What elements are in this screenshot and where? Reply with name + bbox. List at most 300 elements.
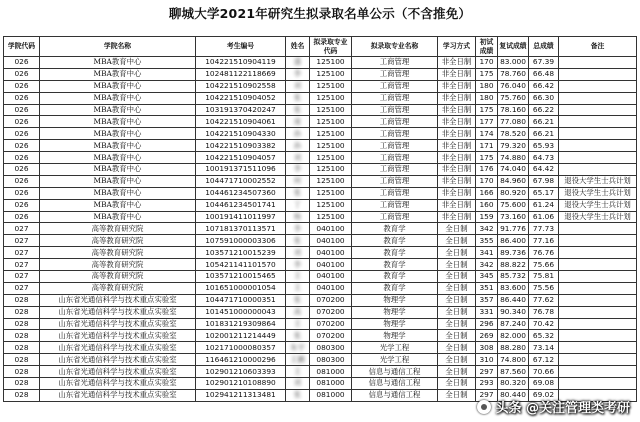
cell-total-score: 70.66 [529, 366, 559, 378]
cell-initial-score: 345 [476, 271, 498, 283]
cell-total-score: 75.56 [529, 282, 559, 294]
cell-retest-score: 73.160 [498, 211, 529, 223]
cell-total-score: 64.73 [529, 152, 559, 164]
cell-major-code: 125100 [310, 68, 352, 80]
admission-table [3, 36, 637, 402]
table-row [4, 294, 637, 306]
header-major-code: 拟录取专业代码 [310, 37, 352, 57]
table-row [4, 259, 637, 271]
cell-total-score: 65.17 [529, 187, 559, 199]
cell-note [559, 223, 637, 235]
cell-study-mode: 非全日制 [438, 57, 476, 69]
table-row [4, 164, 637, 176]
cell-note [559, 354, 637, 366]
table-row [4, 104, 637, 116]
cell-total-score: 65.93 [529, 140, 559, 152]
cell-college-name: 高等教育研究院 [40, 247, 196, 259]
cell-name: 盛 [286, 57, 310, 69]
cell-study-mode: 非全日制 [438, 211, 476, 223]
cell-major-code: 070200 [310, 306, 352, 318]
cell-study-mode: 全日制 [438, 318, 476, 330]
cell-name: 李 [286, 68, 310, 80]
cell-note [559, 330, 637, 342]
cell-college-code: 028 [4, 366, 40, 378]
cell-initial-score: 297 [476, 389, 498, 401]
cell-study-mode: 全日制 [438, 389, 476, 401]
cell-major-name: 光学工程 [352, 342, 438, 354]
cell-study-mode: 非全日制 [438, 175, 476, 187]
cell-total-score: 77.73 [529, 223, 559, 235]
cell-major-code: 080300 [310, 354, 352, 366]
cell-note [559, 259, 637, 271]
cell-exam-id: 101451000000043 [196, 306, 286, 318]
cell-college-code: 028 [4, 318, 40, 330]
cell-initial-score: 269 [476, 330, 498, 342]
cell-study-mode: 全日制 [438, 294, 476, 306]
header-name: 姓名 [286, 37, 310, 57]
cell-note [559, 68, 637, 80]
cell-college-code: 028 [4, 294, 40, 306]
cell-retest-score: 76.040 [498, 80, 529, 92]
cell-total-score: 64.42 [529, 164, 559, 176]
cell-study-mode: 非全日制 [438, 80, 476, 92]
table-row [4, 211, 637, 223]
cell-initial-score: 175 [476, 104, 498, 116]
cell-note [559, 92, 637, 104]
cell-major-name: 教育学 [352, 223, 438, 235]
cell-college-code: 028 [4, 354, 40, 366]
cell-retest-score: 78.160 [498, 104, 529, 116]
watermark [477, 397, 630, 416]
cell-college-code: 026 [4, 128, 40, 140]
cell-major-code: 081000 [310, 366, 352, 378]
cell-major-code: 125100 [310, 164, 352, 176]
cell-total-score: 77.16 [529, 235, 559, 247]
header-college-name: 学院名称 [40, 37, 196, 57]
cell-total-score: 66.48 [529, 68, 559, 80]
cell-college-name: 山东省光通信科学与技术重点实验室 [40, 342, 196, 354]
cell-total-score: 69.02 [529, 389, 559, 401]
cell-major-name: 工商管理 [352, 128, 438, 140]
cell-total-score: 76.78 [529, 306, 559, 318]
cell-retest-score: 80.920 [498, 187, 529, 199]
cell-college-code: 028 [4, 342, 40, 354]
cell-initial-score: 342 [476, 223, 498, 235]
cell-name: 王 [286, 282, 310, 294]
cell-initial-score: 341 [476, 247, 498, 259]
cell-major-code: 040100 [310, 282, 352, 294]
cell-exam-id: 103571210015239 [196, 247, 286, 259]
cell-note [559, 378, 637, 390]
header-college-code: 学院代码 [4, 37, 40, 57]
cell-initial-score: 170 [476, 175, 498, 187]
cell-college-name: MBA教育中心 [40, 92, 196, 104]
cell-note [559, 271, 637, 283]
cell-total-score: 66.42 [529, 80, 559, 92]
cell-exam-id: 102901210108890 [196, 378, 286, 390]
cell-college-name: MBA教育中心 [40, 199, 196, 211]
cell-college-name: MBA教育中心 [40, 175, 196, 187]
table-row [4, 330, 637, 342]
cell-major-code: 070200 [310, 318, 352, 330]
cell-retest-score: 74.800 [498, 354, 529, 366]
cell-exam-id: 103191370420247 [196, 104, 286, 116]
cell-exam-id: 107181370113571 [196, 223, 286, 235]
cell-study-mode: 非全日制 [438, 140, 476, 152]
cell-initial-score: 174 [476, 128, 498, 140]
cell-major-code: 040100 [310, 235, 352, 247]
cell-major-code: 070200 [310, 294, 352, 306]
cell-exam-id: 104221510904052 [196, 92, 286, 104]
cell-total-score: 67.12 [529, 354, 559, 366]
cell-major-code: 040100 [310, 223, 352, 235]
cell-total-score: 75.81 [529, 271, 559, 283]
cell-major-name: 工商管理 [352, 187, 438, 199]
table-row [4, 140, 637, 152]
cell-exam-id: 107591000003306 [196, 235, 286, 247]
cell-college-code: 028 [4, 330, 40, 342]
cell-name: 高 [286, 306, 310, 318]
page-title: 聊城大学2021年研究生拟录取名单公示（不含推免） [168, 6, 472, 21]
table-row [4, 175, 637, 187]
table-row [4, 57, 637, 69]
cell-retest-score: 75.600 [498, 199, 529, 211]
cell-initial-score: 175 [476, 152, 498, 164]
cell-note [559, 306, 637, 318]
cell-exam-id: 105421141101570 [196, 259, 286, 271]
cell-major-code: 040100 [310, 259, 352, 271]
cell-exam-id: 104221510904119 [196, 57, 286, 69]
cell-retest-score: 79.320 [498, 140, 529, 152]
table-row [4, 68, 637, 80]
cell-retest-score: 84.960 [498, 175, 529, 187]
table-row [4, 342, 637, 354]
cell-major-code: 040100 [310, 271, 352, 283]
cell-exam-id: 116461210000296 [196, 354, 286, 366]
cell-exam-id: 104461234501741 [196, 199, 286, 211]
cell-name: 张 [286, 294, 310, 306]
cell-total-score: 73.14 [529, 342, 559, 354]
header-initial-score: 初试成绩 [476, 37, 498, 57]
table-row [4, 80, 637, 92]
cell-name: 王 [286, 271, 310, 283]
cell-exam-id: 102941211313481 [196, 389, 286, 401]
table-row [4, 306, 637, 318]
cell-exam-id: 101651000001054 [196, 282, 286, 294]
cell-college-code: 027 [4, 282, 40, 294]
header-major-name: 拟录取专业名称 [352, 37, 438, 57]
cell-college-code: 027 [4, 247, 40, 259]
cell-total-score: 61.06 [529, 211, 559, 223]
cell-major-name: 信息与通信工程 [352, 389, 438, 401]
cell-study-mode: 非全日制 [438, 187, 476, 199]
cell-note [559, 247, 637, 259]
cell-major-code: 125100 [310, 104, 352, 116]
cell-note: 退役大学生士兵计划 [559, 175, 637, 187]
cell-note: 退役大学生士兵计划 [559, 199, 637, 211]
table-row [4, 235, 637, 247]
cell-college-code: 028 [4, 378, 40, 390]
cell-initial-score: 310 [476, 354, 498, 366]
cell-study-mode: 全日制 [438, 259, 476, 271]
cell-college-name: MBA教育中心 [40, 152, 196, 164]
cell-retest-score: 78.760 [498, 68, 529, 80]
cell-name: 王鹏 [286, 354, 310, 366]
cell-study-mode: 非全日制 [438, 152, 476, 164]
cell-major-name: 物理学 [352, 294, 438, 306]
cell-total-score: 69.08 [529, 378, 559, 390]
cell-retest-score: 91.776 [498, 223, 529, 235]
cell-major-name: 工商管理 [352, 199, 438, 211]
cell-initial-score: 308 [476, 342, 498, 354]
cell-name: 李 [286, 259, 310, 271]
cell-name: 王 [286, 366, 310, 378]
cell-exam-id: 104221510904057 [196, 152, 286, 164]
table-row [4, 271, 637, 283]
cell-major-code: 040100 [310, 247, 352, 259]
cell-exam-id: 104471710000351 [196, 294, 286, 306]
table-header-row [4, 37, 637, 57]
cell-name: 李 [286, 164, 310, 176]
cell-major-code: 125100 [310, 187, 352, 199]
cell-total-score: 76.76 [529, 247, 559, 259]
cell-note [559, 57, 637, 69]
cell-total-score: 67.39 [529, 57, 559, 69]
cell-major-name: 信息与通信工程 [352, 366, 438, 378]
header-note: 备注 [559, 37, 637, 57]
header-exam-id: 考生编号 [196, 37, 286, 57]
cell-major-name: 工商管理 [352, 80, 438, 92]
cell-retest-score: 80.320 [498, 378, 529, 390]
cell-college-code: 026 [4, 187, 40, 199]
cell-exam-id: 104471710002552 [196, 175, 286, 187]
cell-initial-score: 177 [476, 116, 498, 128]
table-row [4, 318, 637, 330]
cell-major-name: 教育学 [352, 271, 438, 283]
cell-total-score: 66.22 [529, 104, 559, 116]
cell-major-name: 工商管理 [352, 104, 438, 116]
cell-name: 李 [286, 223, 310, 235]
cell-total-score: 65.32 [529, 330, 559, 342]
cell-note: 退役大学生士兵计划 [559, 187, 637, 199]
cell-college-code: 026 [4, 80, 40, 92]
cell-retest-score: 87.560 [498, 366, 529, 378]
cell-initial-score: 357 [476, 294, 498, 306]
cell-college-code: 026 [4, 140, 40, 152]
cell-college-code: 026 [4, 175, 40, 187]
cell-major-code: 125100 [310, 199, 352, 211]
cell-total-score: 77.62 [529, 294, 559, 306]
cell-college-code: 027 [4, 271, 40, 283]
cell-total-score: 67.98 [529, 175, 559, 187]
cell-exam-id: 104461234507360 [196, 187, 286, 199]
cell-major-code: 070200 [310, 330, 352, 342]
cell-exam-id: 102901210603393 [196, 366, 286, 378]
cell-college-code: 026 [4, 211, 40, 223]
cell-exam-id: 100191411011997 [196, 211, 286, 223]
cell-retest-score: 83.000 [498, 57, 529, 69]
cell-college-name: MBA教育中心 [40, 116, 196, 128]
cell-retest-score: 83.600 [498, 282, 529, 294]
cell-major-code: 125100 [310, 92, 352, 104]
cell-total-score: 70.42 [529, 318, 559, 330]
cell-name: 何 [286, 175, 310, 187]
cell-major-name: 工商管理 [352, 164, 438, 176]
table-row [4, 223, 637, 235]
cell-college-name: 山东省光通信科学与技术重点实验室 [40, 318, 196, 330]
cell-initial-score: 296 [476, 318, 498, 330]
cell-exam-id: 102481122118669 [196, 68, 286, 80]
cell-exam-id: 101831219309864 [196, 318, 286, 330]
cell-name: 朱宇 [286, 342, 310, 354]
cell-major-name: 教育学 [352, 259, 438, 271]
cell-initial-score: 180 [476, 92, 498, 104]
cell-initial-score: 176 [476, 164, 498, 176]
cell-college-name: 山东省光通信科学与技术重点实验室 [40, 330, 196, 342]
cell-total-score: 66.21 [529, 116, 559, 128]
cell-retest-score: 80.440 [498, 389, 529, 401]
cell-note [559, 164, 637, 176]
cell-initial-score: 160 [476, 199, 498, 211]
cell-name: 丁 [286, 199, 310, 211]
cell-major-name: 工商管理 [352, 140, 438, 152]
cell-name: 张 [286, 187, 310, 199]
cell-college-code: 026 [4, 92, 40, 104]
cell-total-score: 75.66 [529, 259, 559, 271]
table-row [4, 152, 637, 164]
cell-college-name: 山东省光通信科学与技术重点实验室 [40, 389, 196, 401]
cell-college-code: 026 [4, 152, 40, 164]
cell-college-code: 027 [4, 235, 40, 247]
cell-college-code: 028 [4, 306, 40, 318]
cell-name: 王 [286, 318, 310, 330]
cell-college-name: MBA教育中心 [40, 128, 196, 140]
cell-note [559, 282, 637, 294]
cell-retest-score: 88.280 [498, 342, 529, 354]
cell-college-code: 027 [4, 259, 40, 271]
cell-major-name: 工商管理 [352, 175, 438, 187]
cell-name: 刘 [286, 247, 310, 259]
cell-study-mode: 全日制 [438, 330, 476, 342]
cell-retest-score: 78.520 [498, 128, 529, 140]
cell-college-name: MBA教育中心 [40, 164, 196, 176]
cell-initial-score: 351 [476, 282, 498, 294]
cell-note [559, 342, 637, 354]
cell-exam-id: 102171000080357 [196, 342, 286, 354]
cell-study-mode: 非全日制 [438, 128, 476, 140]
cell-college-name: 山东省光通信科学与技术重点实验室 [40, 366, 196, 378]
cell-college-code: 026 [4, 164, 40, 176]
cell-major-code: 081000 [310, 389, 352, 401]
cell-college-name: MBA教育中心 [40, 80, 196, 92]
cell-name: 杨 [286, 211, 310, 223]
cell-college-code: 026 [4, 68, 40, 80]
cell-major-name: 物理学 [352, 318, 438, 330]
table-row [4, 247, 637, 259]
table-row [4, 128, 637, 140]
cell-major-name: 教育学 [352, 282, 438, 294]
cell-major-name: 教育学 [352, 247, 438, 259]
cell-initial-score: 355 [476, 235, 498, 247]
watermark-text: 头条 @关注管理类考研 [495, 401, 630, 416]
cell-study-mode: 非全日制 [438, 104, 476, 116]
cell-college-name: 高等教育研究院 [40, 223, 196, 235]
cell-initial-score: 175 [476, 68, 498, 80]
cell-major-name: 工商管理 [352, 92, 438, 104]
cell-major-name: 光学工程 [352, 354, 438, 366]
cell-major-code: 125100 [310, 80, 352, 92]
cell-note [559, 80, 637, 92]
header-study-mode: 学习方式 [438, 37, 476, 57]
cell-note [559, 235, 637, 247]
table-row [4, 92, 637, 104]
cell-college-name: MBA教育中心 [40, 140, 196, 152]
cell-total-score: 66.21 [529, 128, 559, 140]
cell-college-name: 高等教育研究院 [40, 271, 196, 283]
cell-college-name: 高等教育研究院 [40, 235, 196, 247]
cell-major-code: 125100 [310, 140, 352, 152]
cell-initial-score: 171 [476, 140, 498, 152]
cell-study-mode: 非全日制 [438, 164, 476, 176]
cell-major-code: 125100 [310, 175, 352, 187]
cell-note [559, 140, 637, 152]
cell-retest-score: 74.880 [498, 152, 529, 164]
cell-retest-score: 86.440 [498, 294, 529, 306]
cell-name: 庞 [286, 116, 310, 128]
cell-retest-score: 89.736 [498, 247, 529, 259]
header-total-score: 总成绩 [529, 37, 559, 57]
cell-major-code: 125100 [310, 128, 352, 140]
cell-college-name: MBA教育中心 [40, 187, 196, 199]
cell-college-name: MBA教育中心 [40, 68, 196, 80]
table-row [4, 354, 637, 366]
cell-initial-score: 180 [476, 80, 498, 92]
cell-name: 张 [286, 389, 310, 401]
cell-college-code: 027 [4, 223, 40, 235]
cell-retest-score: 82.000 [498, 330, 529, 342]
cell-major-name: 工商管理 [352, 57, 438, 69]
cell-retest-score: 77.080 [498, 116, 529, 128]
cell-study-mode: 全日制 [438, 378, 476, 390]
table-row [4, 187, 637, 199]
table-row [4, 199, 637, 211]
cell-name: 孙 [286, 140, 310, 152]
cell-college-name: MBA教育中心 [40, 57, 196, 69]
cell-exam-id: 103571210015465 [196, 271, 286, 283]
cell-college-name: 高等教育研究院 [40, 282, 196, 294]
table-row [4, 116, 637, 128]
cell-college-code: 026 [4, 104, 40, 116]
cell-retest-score: 85.732 [498, 271, 529, 283]
cell-name: 刘 [286, 378, 310, 390]
cell-major-code: 125100 [310, 57, 352, 69]
cell-initial-score: 297 [476, 366, 498, 378]
cell-study-mode: 全日制 [438, 354, 476, 366]
cell-exam-id: 104221510904330 [196, 128, 286, 140]
cell-total-score: 61.24 [529, 199, 559, 211]
cell-college-name: MBA教育中心 [40, 211, 196, 223]
cell-major-name: 工商管理 [352, 211, 438, 223]
cell-major-name: 物理学 [352, 306, 438, 318]
cell-study-mode: 全日制 [438, 271, 476, 283]
cell-note [559, 318, 637, 330]
cell-exam-id: 104221510903382 [196, 140, 286, 152]
cell-note [559, 104, 637, 116]
cell-study-mode: 全日制 [438, 235, 476, 247]
cell-major-code: 080300 [310, 342, 352, 354]
cell-college-code: 028 [4, 389, 40, 401]
cell-study-mode: 全日制 [438, 342, 476, 354]
